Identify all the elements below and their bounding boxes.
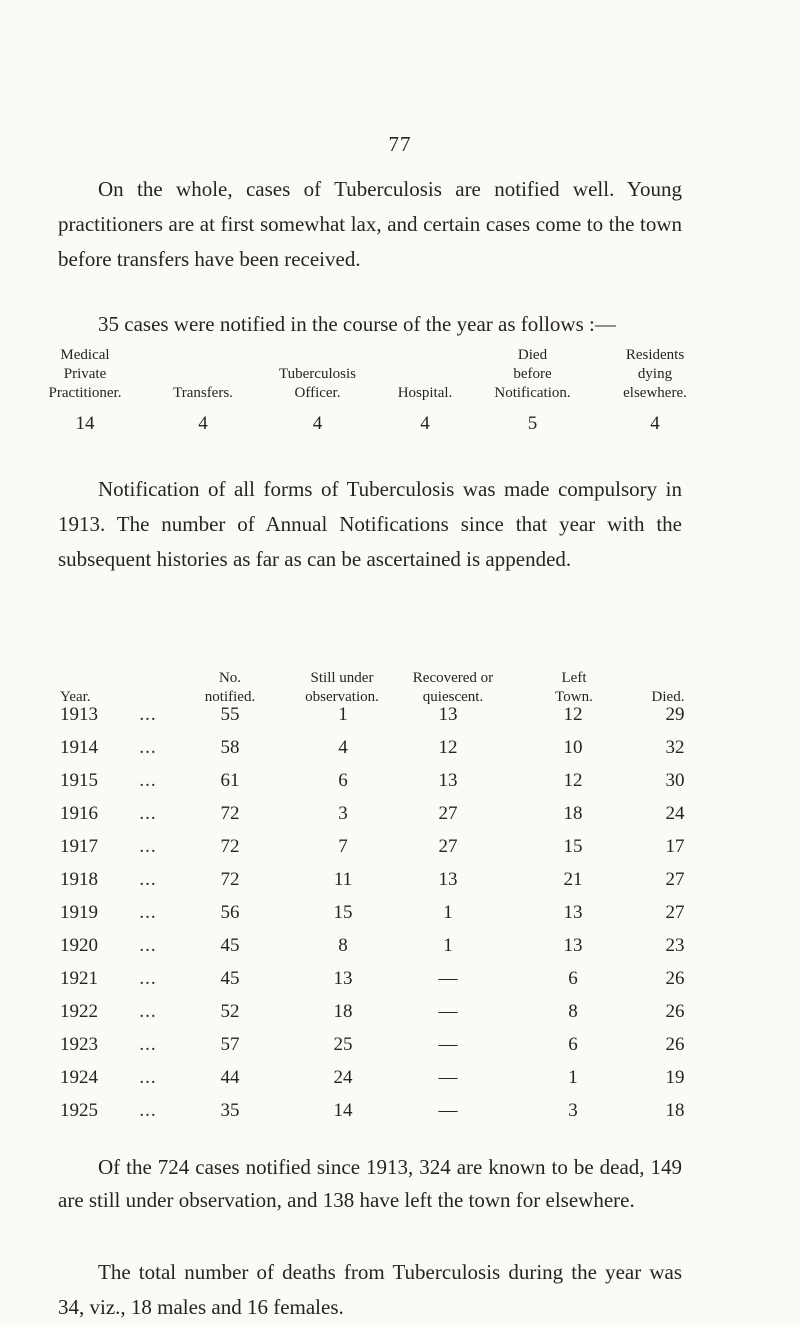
observation-cell: 24	[333, 1067, 353, 1088]
notified-cell: 72	[220, 836, 240, 857]
table-row	[0, 1034, 800, 1070]
year-cell: 1922	[60, 1001, 98, 1022]
left-town-cell: 21	[563, 869, 583, 890]
notified-cell: 45	[220, 968, 240, 989]
leader-dots: ...	[139, 770, 157, 791]
observation-cell: 11	[333, 869, 353, 890]
recovered-cell: 1	[443, 935, 453, 956]
died-cell: 18	[665, 1100, 685, 1121]
table-row	[0, 737, 800, 773]
notification-history-paragraph: Notification of all forms of Tuberculosis was made compulsory in 1913. The number of Annual Notifications since that year with the subsequent histories as far as can be ascertained is appended.	[58, 477, 682, 571]
observation-cell: 25	[333, 1034, 353, 1055]
observation-cell: 13	[333, 968, 353, 989]
year-cell: 1917	[60, 836, 98, 857]
leader-dots: ...	[139, 902, 157, 923]
header-residents-dying-elsewhere: Residents dying elsewhere.	[623, 347, 687, 401]
value-tuberculosis-officer: 4	[312, 413, 323, 434]
table-row	[0, 902, 800, 938]
left-town-cell: 12	[563, 704, 583, 725]
recovered-cell: —	[438, 1100, 458, 1121]
leader-dots: ...	[139, 704, 157, 725]
notified-cell: 58	[220, 737, 240, 758]
left-town-cell: 8	[568, 1001, 578, 1022]
column-header-still-under-observation: Still under observation.	[305, 670, 379, 705]
year-cell: 1925	[60, 1100, 98, 1121]
died-cell: 17	[665, 836, 685, 857]
leader-dots: ...	[139, 1100, 157, 1121]
header-tuberculosis-officer: Tuberculosis Officer.	[279, 366, 356, 401]
header-hospital: Hospital.	[397, 385, 453, 401]
column-header-died: Died.	[651, 689, 685, 705]
left-town-cell: 1	[568, 1067, 578, 1088]
died-cell: 26	[665, 1034, 685, 1055]
recovered-cell: 1	[443, 902, 453, 923]
died-cell: 24	[665, 803, 685, 824]
died-cell: 32	[665, 737, 685, 758]
recovered-cell: 27	[438, 803, 458, 824]
notified-cell: 61	[220, 770, 240, 791]
observation-cell: 3	[338, 803, 348, 824]
died-cell: 19	[665, 1067, 685, 1088]
recovered-cell: 13	[438, 704, 458, 725]
died-cell: 30	[665, 770, 685, 791]
died-cell: 29	[665, 704, 685, 725]
table-row	[0, 1067, 800, 1103]
value-residents-dying-elsewhere: 4	[650, 413, 660, 434]
recovered-cell: 12	[438, 737, 458, 758]
value-hospital: 4	[420, 413, 430, 434]
year-cell: 1921	[60, 968, 98, 989]
notified-cell: 72	[220, 869, 240, 890]
column-header-left-town: Left Town.	[555, 670, 593, 705]
left-town-cell: 6	[568, 968, 578, 989]
table-row	[0, 704, 800, 740]
left-town-cell: 6	[568, 1034, 578, 1055]
recovered-cell: 13	[438, 869, 458, 890]
observation-cell: 7	[338, 836, 348, 857]
table-row	[0, 869, 800, 905]
left-town-cell: 15	[563, 836, 583, 857]
year-cell: 1915	[60, 770, 98, 791]
year-cell: 1913	[60, 704, 98, 725]
table-row	[0, 770, 800, 806]
observation-cell: 6	[338, 770, 348, 791]
recovered-cell: —	[438, 1067, 458, 1088]
left-town-cell: 10	[563, 737, 583, 758]
left-town-cell: 13	[563, 902, 583, 923]
leader-dots: ...	[139, 1001, 157, 1022]
value-medical-practitioner: 14	[75, 413, 95, 434]
table-row	[0, 1001, 800, 1037]
recovered-cell: —	[438, 968, 458, 989]
year-cell: 1919	[60, 902, 98, 923]
died-cell: 23	[665, 935, 685, 956]
left-town-cell: 18	[563, 803, 583, 824]
summary-paragraph: Of the 724 cases notified since 1913, 324 are known to be dead, 149 are still under observation, and 138 have left the town for elsewhere.	[58, 1155, 682, 1212]
cases-notified-paragraph: 35 cases were notified in the course of the year as follows :—	[98, 312, 616, 336]
table-row	[0, 968, 800, 1004]
observation-cell: 8	[338, 935, 348, 956]
year-cell: 1918	[60, 869, 98, 890]
year-cell: 1923	[60, 1034, 98, 1055]
leader-dots: ...	[139, 803, 157, 824]
column-header-notified: No. notified.	[204, 670, 256, 705]
notified-cell: 52	[220, 1001, 240, 1022]
header-died-before-notification: Died before Notification.	[494, 347, 571, 401]
header-transfers: Transfers.	[173, 385, 233, 401]
died-cell: 27	[665, 902, 685, 923]
died-cell: 26	[665, 968, 685, 989]
observation-cell: 4	[338, 737, 348, 758]
left-town-cell: 3	[568, 1100, 578, 1121]
observation-cell: 14	[333, 1100, 353, 1121]
value-died-before-notification: 5	[527, 413, 538, 434]
year-cell: 1924	[60, 1067, 98, 1088]
leader-dots: ...	[139, 935, 157, 956]
notified-cell: 72	[220, 803, 240, 824]
table-row	[0, 836, 800, 872]
observation-cell: 15	[333, 902, 353, 923]
table-row	[0, 935, 800, 971]
observation-cell: 18	[333, 1001, 353, 1022]
notified-cell: 44	[220, 1067, 240, 1088]
year-cell: 1916	[60, 803, 98, 824]
table-row	[0, 803, 800, 839]
year-cell: 1920	[60, 935, 98, 956]
leader-dots: ...	[139, 1034, 157, 1055]
column-header-year: Year.	[60, 689, 91, 705]
table-row	[0, 1100, 800, 1136]
page-number: 77	[388, 132, 412, 156]
leader-dots: ...	[139, 1067, 157, 1088]
recovered-cell: 27	[438, 836, 458, 857]
notified-cell: 57	[220, 1034, 240, 1055]
recovered-cell: —	[438, 1001, 458, 1022]
notified-cell: 45	[220, 935, 240, 956]
left-town-cell: 13	[563, 935, 583, 956]
year-cell: 1914	[60, 737, 98, 758]
died-cell: 27	[665, 869, 685, 890]
notified-cell: 56	[220, 902, 240, 923]
value-transfers: 4	[198, 413, 208, 434]
header-medical-practitioner: Medical Private Practitioner.	[48, 347, 122, 401]
intro-paragraph: On the whole, cases of Tuberculosis are notified well. Young practitioners are at first somewhat lax, and certain cases come to the town before transfers have been received.	[58, 177, 682, 271]
leader-dots: ...	[139, 968, 157, 989]
leader-dots: ...	[139, 869, 157, 890]
leader-dots: ...	[139, 737, 157, 758]
notified-cell: 35	[220, 1100, 240, 1121]
left-town-cell: 12	[563, 770, 583, 791]
column-header-recovered-or-quiescent: Recovered or quiescent.	[412, 670, 494, 705]
died-cell: 26	[665, 1001, 685, 1022]
deaths-paragraph: The total number of deaths from Tuberculosis during the year was 34, viz., 18 males and 16 females.	[58, 1260, 682, 1319]
leader-dots: ...	[139, 836, 157, 857]
observation-cell: 1	[338, 704, 348, 725]
recovered-cell: 13	[438, 770, 458, 791]
notified-cell: 55	[220, 704, 240, 725]
recovered-cell: —	[438, 1034, 458, 1055]
